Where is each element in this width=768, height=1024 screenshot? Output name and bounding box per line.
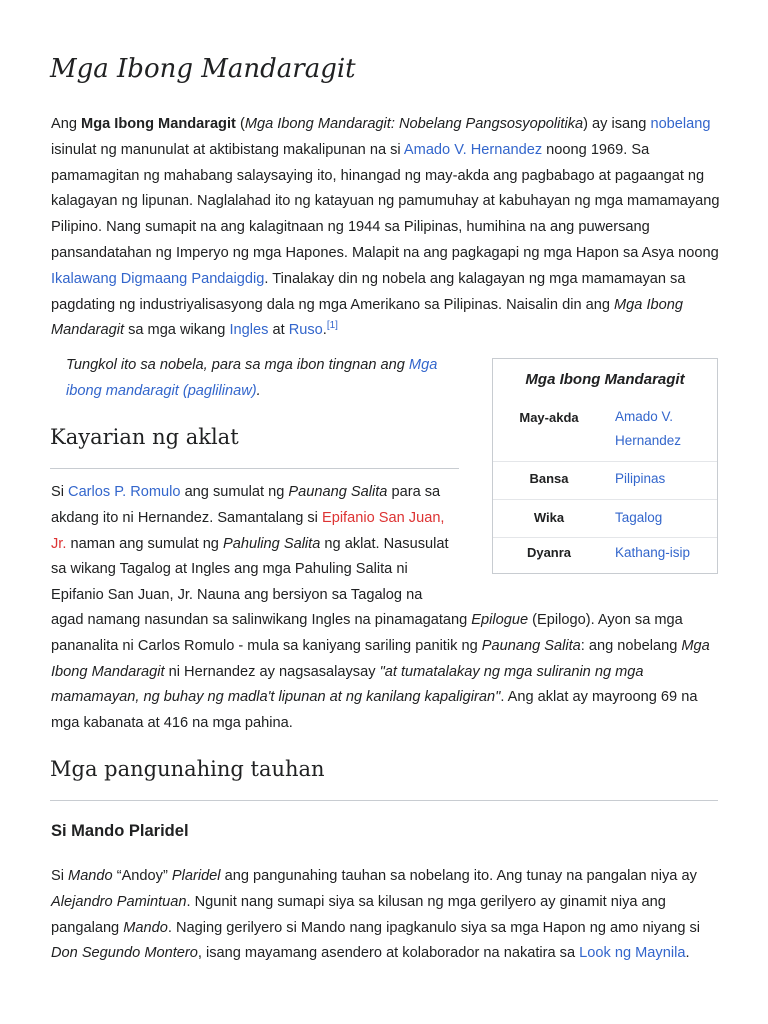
text: . Tinalakay din ng nobela ang kalagayan ng mga mamamayan sa pagdating ng industriyalisasyong dala ng mga Amerikano sa Pilipinas. Naisalin din ang xyxy=(51,270,686,313)
mando-paragraph xyxy=(51,864,721,967)
text: . xyxy=(322,322,327,339)
text: ( xyxy=(235,116,245,132)
infobox-value-link[interactable]: Pilipinas xyxy=(615,471,666,486)
italic-text: Plaridel xyxy=(171,868,221,884)
section-heading-kayarian: Kayarian ng aklat xyxy=(50,425,239,449)
italic-quote: "at tumatalakay ng mga suliranin ng mga mamamayan, ng buhay ng madla't lipunan at ng kanilang kapaligiran" xyxy=(51,663,644,706)
infobox xyxy=(492,358,718,574)
link-nobelang[interactable]: nobelang xyxy=(650,116,711,132)
italic-text: Don Segundo Montero xyxy=(51,945,198,962)
text: Ang xyxy=(51,116,82,132)
infobox-label: May-akda xyxy=(519,410,579,425)
text: . xyxy=(685,945,690,962)
italic-text: Pahuling Salita xyxy=(222,535,321,552)
link-ruso[interactable]: Ruso xyxy=(288,322,323,339)
intro-paragraph xyxy=(51,112,721,344)
section-heading-tauhan: Mga pangunahing tauhan xyxy=(50,757,325,781)
infobox-label: Bansa xyxy=(529,471,569,486)
link-carlos-romulo[interactable]: Carlos P. Romulo xyxy=(68,484,181,500)
section-divider xyxy=(50,468,459,469)
bold-title: Mga Ibong Mandaragit xyxy=(81,116,236,132)
text: sa mga wikang xyxy=(124,322,230,339)
section-divider xyxy=(50,800,718,801)
infobox-value-link[interactable]: Amado V. Hernandez xyxy=(615,409,682,448)
infobox-value-link[interactable]: Tagalog xyxy=(615,510,663,525)
infobox-caption: Mga Ibong Mandaragit xyxy=(525,371,685,388)
text: “Andoy” xyxy=(112,868,172,884)
hatnote xyxy=(66,353,466,405)
text: ni Hernandez ay nagsasalaysay xyxy=(164,663,380,680)
kayarian-paragraph-wrap xyxy=(51,480,463,609)
infobox-divider xyxy=(493,537,717,538)
text: agad namang nasundan sa salinwikang Ingles na pinamagatang xyxy=(51,612,472,628)
text: para sa akdang ito ni Hernandez. Samantalang si xyxy=(51,484,441,526)
text: . Naging gerilyero si Mando nang ipagkanulo siya sa mga Hapon ng amo niyang si xyxy=(167,919,701,936)
text: noong 1969. Sa pamamagitan ng mahabang salaysaying ito, hinangad ng may-akda ang pagbabago at pagaangat ng kalagayan ng lipunan. Naglalahad ito ng katayuan ng pamumuhay at kabuhayan ng mga mamamayang Pilipino. Nang sumapit na ang kalagitnaan ng 1944 sa Pilipinas, humihina na ang puwersang pansandatahan ng Imperyo ng mga Hapones. Malapit na ang pagkagapi ng mga Hapon sa Asya noong xyxy=(51,141,720,261)
link-amado-hernandez[interactable]: Amado V. Hernandez xyxy=(403,141,543,158)
italic-full-title: Mga Ibong Mandaragit: Nobelang Pangsosyopolitika xyxy=(244,116,584,132)
infobox-label: Wika xyxy=(533,510,565,525)
page-title: Mga Ibong Mandaragit xyxy=(50,54,356,84)
text: ang sumulat ng xyxy=(180,484,289,500)
italic-text: Mga Ibong Mandaragit xyxy=(51,637,710,680)
text: . Ang aklat ay mayroong 69 na mga kabanata at 416 na mga pahina. xyxy=(51,689,698,732)
italic-title: Mga Ibong Mandaragit xyxy=(51,296,683,339)
link-look-ng-maynila[interactable]: Look ng Maynila xyxy=(579,945,686,962)
subsection-heading-mando: Si Mando Plaridel xyxy=(51,822,189,840)
reference-link[interactable]: [1] xyxy=(326,320,338,332)
italic-text: Mando xyxy=(68,868,113,884)
redlink-epifanio-san-juan[interactable]: Epifanio San Juan, xyxy=(321,509,445,526)
infobox-label: Dyanra xyxy=(526,545,572,560)
italic-text: Alejandro Pamintuan xyxy=(51,893,187,910)
text: naman ang sumulat ng xyxy=(66,535,223,552)
text: ng aklat. Nasusulat sa wikang Tagalog at Ingles ang mga Pahuling Salita ni Epifanio San Juan, Jr. Nauna ang bersiyon sa Tagalog na xyxy=(51,535,449,604)
text: (Epilogo). Ayon sa mga pananalita ni Carlos Romulo - mula sa kaniyang sariling panitik ng xyxy=(51,612,683,654)
text: ) ay isang xyxy=(583,116,651,132)
text: isinulat ng manunulat at aktibistang makalipunan na si xyxy=(51,141,404,158)
italic-text: Paunang Salita xyxy=(288,484,388,500)
infobox-divider xyxy=(493,461,717,462)
text: : ang nobelang xyxy=(580,637,682,654)
infobox-divider xyxy=(493,499,717,500)
italic-text: Mando xyxy=(123,919,168,936)
link-ikalawang-digmaan[interactable]: Ikalawang Digmaang Pandaigdig xyxy=(51,270,265,287)
text: , isang mayamang asendero at kolaborador na nakatira sa xyxy=(197,945,580,962)
hatnote-end: . xyxy=(256,382,261,399)
text: ang pangunahing tauhan sa nobelang ito. Ang tunay na pangalan niya ay xyxy=(220,868,697,884)
text: Si xyxy=(51,868,69,884)
link-disambiguation[interactable]: Mga ibong mandaragit (paglilinaw) xyxy=(66,357,438,399)
text: Si xyxy=(51,484,69,500)
italic-text: Epilogue xyxy=(471,612,529,628)
text: at xyxy=(268,322,289,339)
italic-text: Paunang Salita xyxy=(481,637,581,654)
kayarian-paragraph-full xyxy=(51,608,721,737)
hatnote-text: Tungkol ito sa nobela, para sa mga ibon tingnan ang xyxy=(66,357,409,373)
link-ingles[interactable]: Ingles xyxy=(229,322,269,339)
infobox-value-link[interactable]: Kathang-isip xyxy=(615,545,691,560)
redlink-epifanio-san-juan-jr[interactable]: Jr. xyxy=(51,535,67,552)
text: . Ngunit nang sumapi siya sa kilusan ng mga gerilyero ay ginamit niya ang pangalang xyxy=(51,893,666,936)
